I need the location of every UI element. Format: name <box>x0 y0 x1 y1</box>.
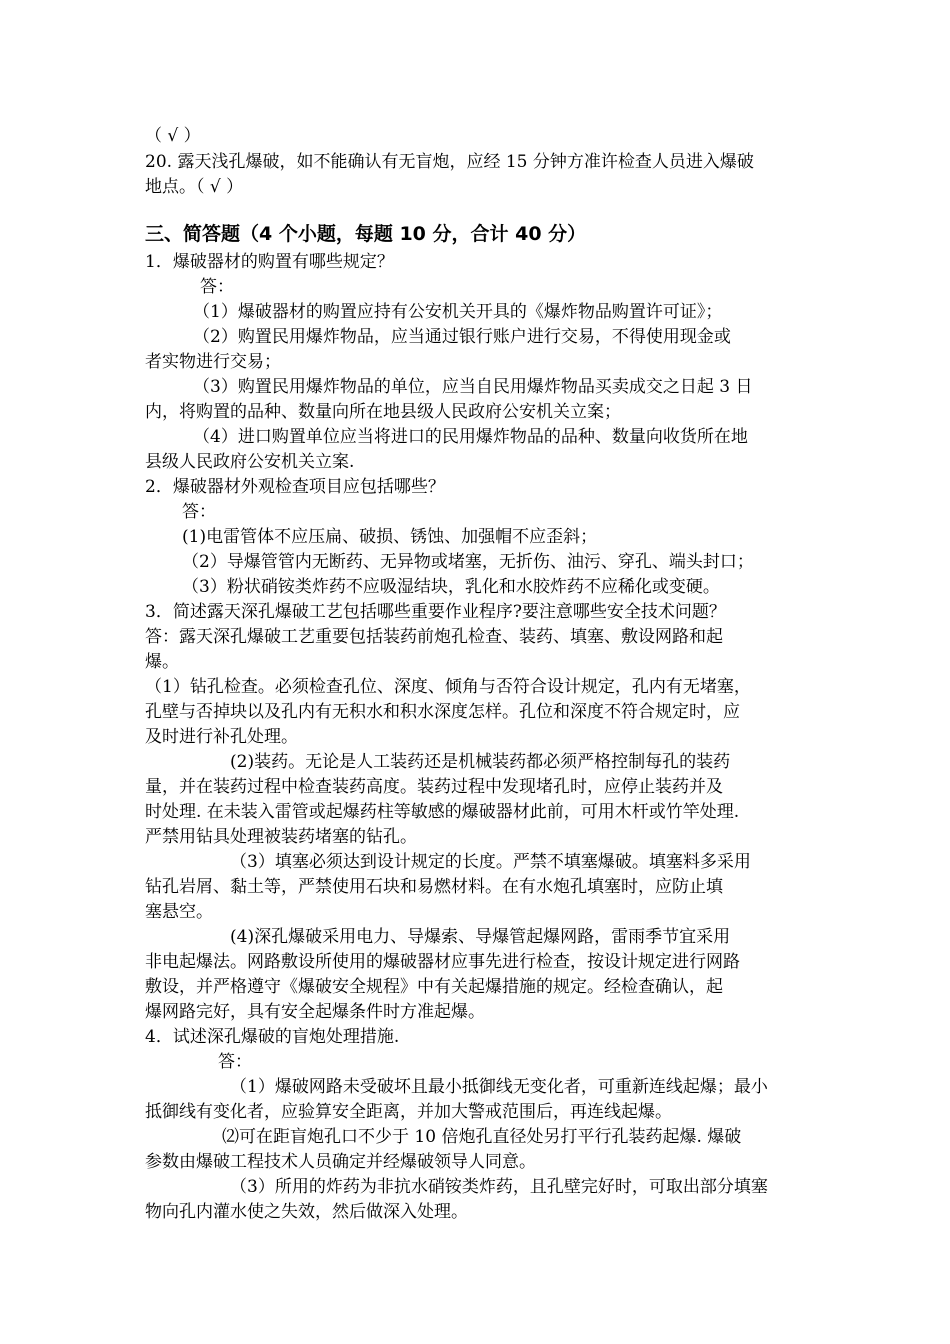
q3-line-3: （1）钻孔检查。必须检查孔位、深度、倾角与否符合设计规定，孔内有无堵塞， <box>145 677 751 697</box>
q2-item-2: （2）导爆管管内无断药、无异物或堵塞，无折伤、油污、穿孔、端头封口； <box>182 552 754 572</box>
q3-line-15: 敷设，并严格遵守《爆破安全规程》中有关起爆措施的规定。经检查确认，起 <box>145 977 723 997</box>
q1-answer-label: 答： <box>200 277 234 297</box>
q1-item-1: （1）爆破器材的购置应持有公安机关开具的《爆炸物品购置许可证》； <box>193 302 723 322</box>
q3-line-14: 非电起爆法。网路敷设所使用的爆破器材应事先进行检查，按设计规定进行网路 <box>145 952 740 972</box>
q4-line-5: （3）所用的炸药为非抗水硝铵类炸药，且孔壁完好时，可取出部分填塞 <box>230 1177 768 1197</box>
q3-line-13: (4)深孔爆破采用电力、导爆索、导爆管起爆网路，雷雨季节宜采用 <box>230 927 731 947</box>
answer-check-mark: （ √ ） <box>145 126 201 146</box>
q4-line-6: 物向孔内灌水使之失效，然后做深入处理。 <box>145 1202 468 1222</box>
q3-line-7: 量，并在装药过程中检查装药高度。装药过程中发现堵孔时，应停止装药并及 <box>145 777 723 797</box>
q2-item-1: (1)电雷管体不应压扁、破损、锈蚀、加强帽不应歪斜； <box>182 527 598 547</box>
section-3-heading: 三、简答题（4 个小题，每题 10 分，合计 40 分） <box>145 223 587 245</box>
q3-line-8: 时处理. 在未装入雷管或起爆药柱等敏感的爆破器材此前，可用木杆或竹竿处理. <box>145 802 740 822</box>
q3-line-1: 答：露天深孔爆破工艺重要包括装药前炮孔检查、装药、填塞、敷设网路和起 <box>145 627 723 647</box>
q1-item-3: （3）购置民用爆炸物品的单位，应当自民用爆炸物品买卖成交之日起 3 日 <box>193 377 753 397</box>
q4-answer-label: 答： <box>218 1052 252 1072</box>
q1-item-3-cont: 内，将购置的品种、数量向所在地县级人民政府公安机关立案； <box>145 402 621 422</box>
question-1: 1．爆破器材的购置有哪些规定？ <box>145 252 394 272</box>
question-2: 2．爆破器材外观检查项目应包括哪些？ <box>145 477 445 497</box>
q3-line-9: 严禁用钻具处理被装药堵塞的钻孔。 <box>145 827 417 847</box>
q4-line-2: 抵御线有变化者，应验算安全距离，并加大警戒范围后，再连线起爆。 <box>145 1102 672 1122</box>
question-4: 4．试述深孔爆破的盲炮处理措施. <box>145 1027 400 1047</box>
question-20-line2: 地点。（ √ ） <box>145 177 244 197</box>
q4-line-3: ⑵可在距盲炮孔口不少于 10 倍炮孔直径处另打平行孔装药起爆. 爆破 <box>222 1127 742 1147</box>
q2-answer-label: 答： <box>182 502 216 522</box>
question-20-line1: 20. 露天浅孔爆破，如不能确认有无盲炮，应经 15 分钟方准许检查人员进入爆破 <box>145 152 754 172</box>
q1-item-4: （4）进口购置单位应当将进口的民用爆炸物品的品种、数量向收货所在地 <box>193 427 748 447</box>
q3-line-16: 爆网路完好，具有安全起爆条件时方准起爆。 <box>145 1002 485 1022</box>
q1-item-2: （2）购置民用爆炸物品，应当通过银行账户进行交易，不得使用现金或 <box>193 327 731 347</box>
q3-line-12: 塞悬空。 <box>145 902 213 922</box>
q3-line-2: 爆。 <box>145 652 179 672</box>
q3-line-6: (2)装药。无论是人工装药还是机械装药都必须严格控制每孔的装药 <box>230 752 731 772</box>
q3-line-11: 钻孔岩屑、黏土等，严禁使用石块和易燃材料。在有水炮孔填塞时，应防止填 <box>145 877 723 897</box>
q3-line-4: 孔壁与否掉块以及孔内有无积水和积水深度怎样。孔位和深度不符合规定时，应 <box>145 702 740 722</box>
q1-item-2-cont: 者实物进行交易； <box>145 352 281 372</box>
q4-line-1: （1）爆破网路未受破坏且最小抵御线无变化者，可重新连线起爆；最小 <box>230 1077 768 1097</box>
q4-line-4: 参数由爆破工程技术人员确定并经爆破领导人同意。 <box>145 1152 536 1172</box>
q2-item-3: （3）粉状硝铵类炸药不应吸湿结块，乳化和水胶炸药不应稀化或变硬。 <box>182 577 720 597</box>
q1-item-4-cont: 县级人民政府公安机关立案. <box>145 452 355 472</box>
q3-line-10: （3）填塞必须达到设计规定的长度。严禁不填塞爆破。填塞料多采用 <box>230 852 751 872</box>
q3-line-5: 及时进行补孔处理。 <box>145 727 298 747</box>
question-3: 3．简述露天深孔爆破工艺包括哪些重要作业程序?要注意哪些安全技术问题？ <box>145 602 726 622</box>
